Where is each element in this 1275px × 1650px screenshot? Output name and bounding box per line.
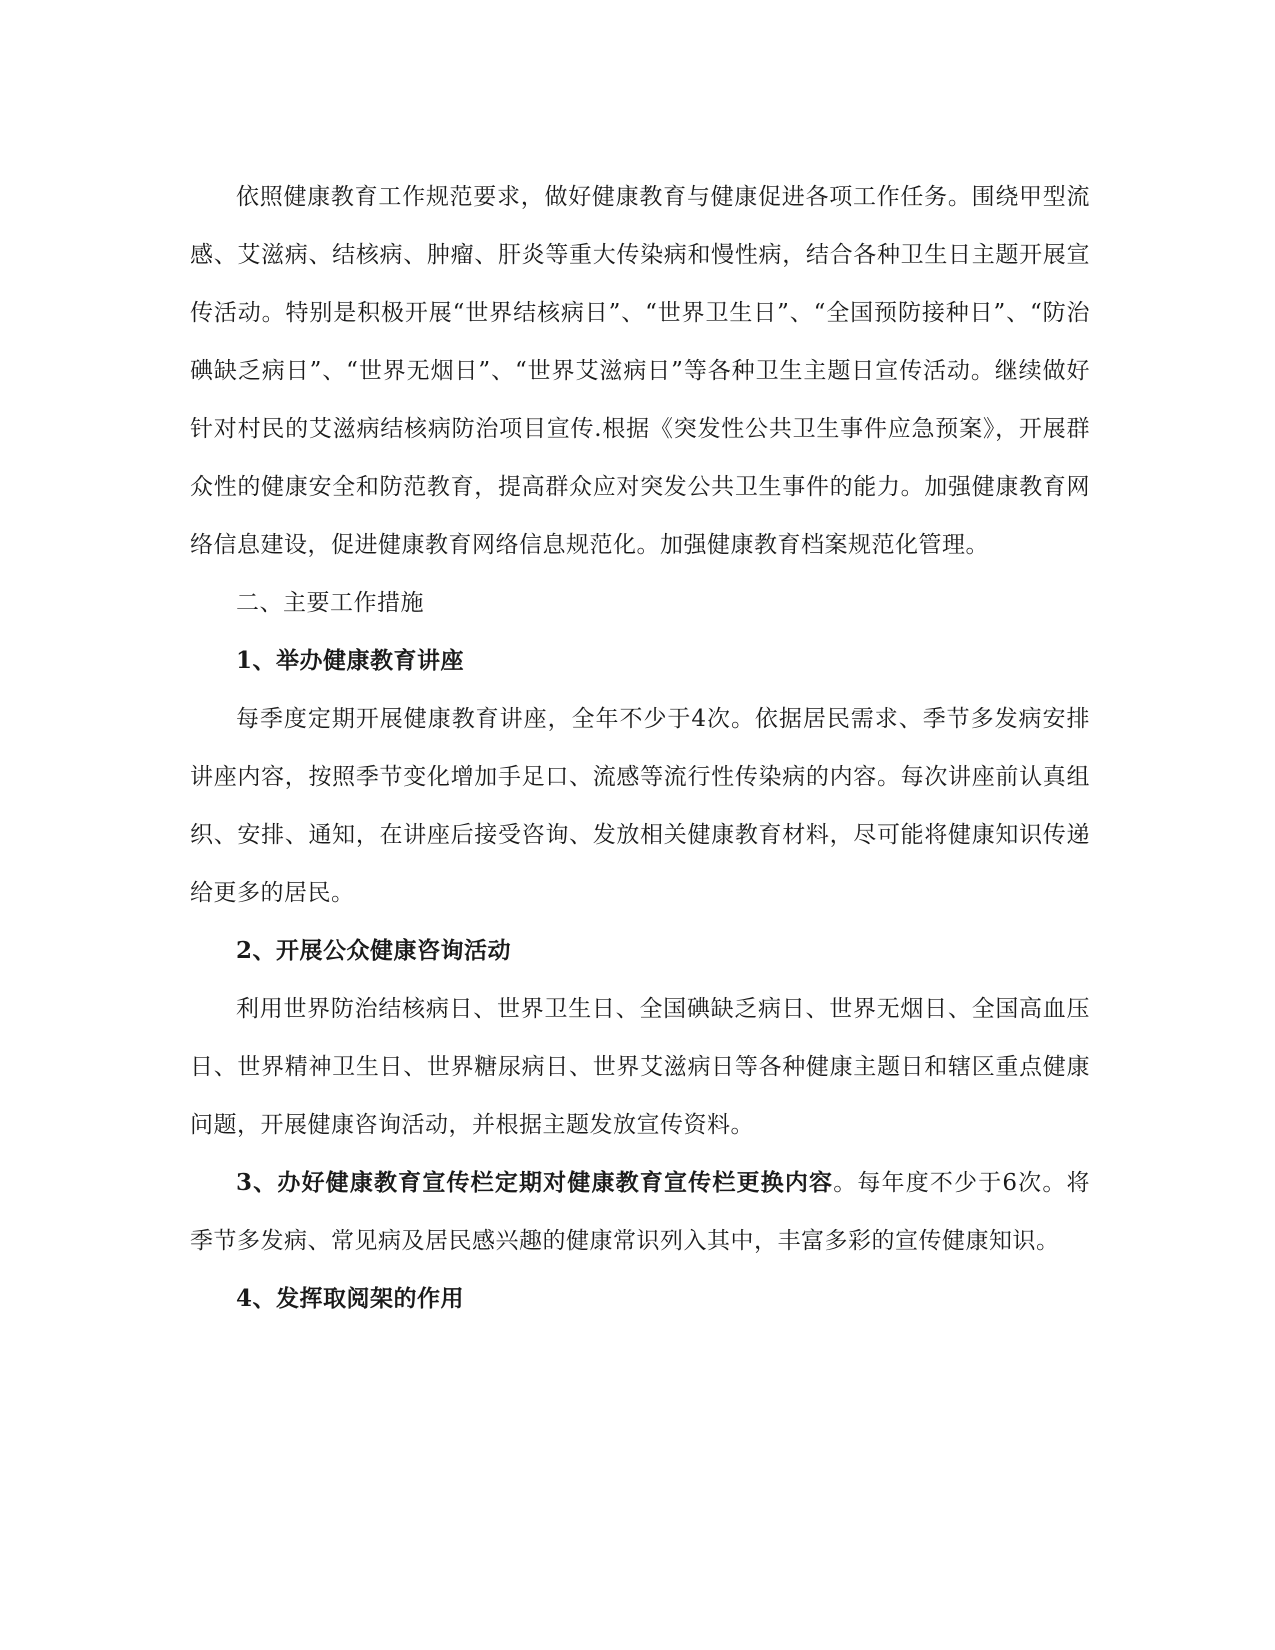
item3-paragraph [190, 1154, 1090, 1270]
section-title: 二、主要工作措施 [236, 590, 424, 616]
item2-heading: 2、开展公众健康咨询活动 [236, 937, 512, 964]
item1-heading: 1、举办健康教育讲座 [236, 647, 465, 674]
intro-paragraph: 依照健康教育工作规范要求，做好健康教育与健康促进各项工作任务。围绕甲型流感、艾滋病、结核病、肿瘤、肝炎等重大传染病和慢性病，结合各种卫生日主题开展宣传活动。特别是积极开展“世界结核病日”、“世界卫生日”、“全国预防接种日”、“防治碘缺乏病日”、“世界无烟日”、“世界艾滋病日”等各种卫生主题日宣传活动。继续做好针对村民的艾滋病结核病防治项目宣传.根据《突发性公共卫生事件应急预案》，开展群众性的健康安全和防范教育，提高群众应对突发公共卫生事件的能力。加强健康教育网络信息建设，促进健康教育网络信息规范化。加强健康教育档案规范化管理。 [190, 184, 1090, 558]
item1-body: 每季度定期开展健康教育讲座，全年不少于4次。依据居民需求、季节多发病安排讲座内容，按照季节变化增加手足口、流感等流行性传染病的内容。每次讲座前认真组织、安排、通知，在讲座后接受咨询、发放相关健康教育材料，尽可能将健康知识传递给更多的居民。 [190, 706, 1090, 906]
item3-heading: 3、办好健康教育宣传栏定期对健康教育宣传栏更换内容 [236, 1169, 834, 1196]
item2-body: 利用世界防治结核病日、世界卫生日、全国碘缺乏病日、世界无烟日、全国高血压日、世界精神卫生日、世界糖尿病日、世界艾滋病日等各种健康主题日和辖区重点健康问题，开展健康咨询活动，并根据主题发放宣传资料。 [190, 996, 1090, 1138]
item4-heading: 4、发挥取阅架的作用 [236, 1285, 465, 1312]
document-page [190, 168, 1090, 1328]
item3-body: 。每年度不少于6次。将季节多发病、常见病及居民感兴趣的健康常识列入其中，丰富多彩的宣传健康知识。 [190, 1170, 1090, 1254]
